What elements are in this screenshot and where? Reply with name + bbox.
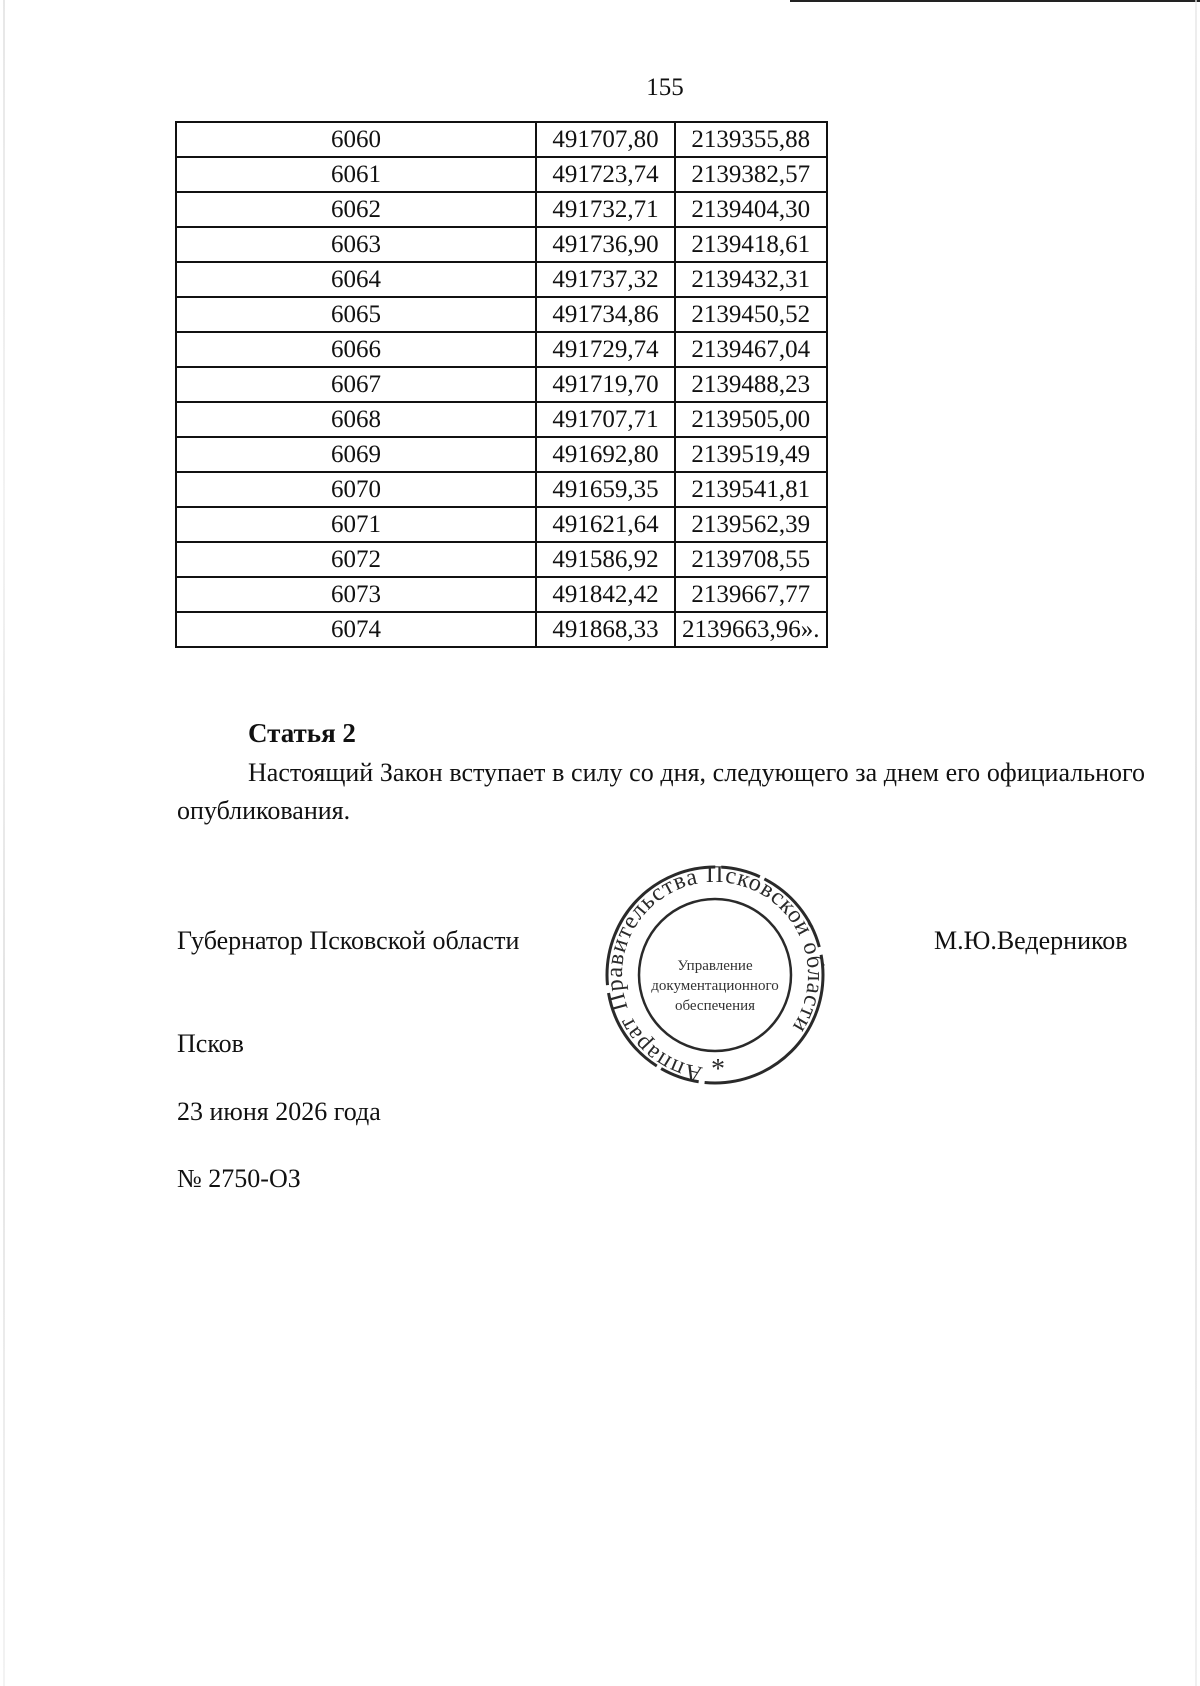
scan-left-edge [3,0,5,1686]
y-coordinate-cell: 2139404,30 [675,192,827,227]
table-row [176,157,827,192]
seal-star-icon: * [711,1054,725,1085]
y-coordinate-cell: 2139667,77 [675,577,827,612]
x-coordinate-cell: 491736,90 [536,227,675,262]
point-number-cell: 6074 [176,612,536,647]
table-row [176,262,827,297]
y-coordinate-cell: 2139519,49 [675,437,827,472]
table-row [176,332,827,367]
x-coordinate-cell: 491734,86 [536,297,675,332]
seal-inner-line: документационного [651,978,779,994]
article-text: Настоящий Закон вступает в силу со дня, следующего за днем его официального опубликования. [177,758,1145,825]
x-coordinate-cell: 491723,74 [536,157,675,192]
table-row [176,227,827,262]
y-coordinate-cell: 2139355,88 [675,122,827,157]
point-number-cell: 6071 [176,507,536,542]
official-seal-stamp [600,858,830,1090]
document-city: Псков [177,1029,244,1058]
signatory-position: Губернатор Псковской области [177,926,520,955]
point-number-cell: 6070 [176,472,536,507]
y-coordinate-cell: 2139418,61 [675,227,827,262]
point-number-cell: 6065 [176,297,536,332]
table-row [176,437,827,472]
table-row [176,402,827,437]
table-row [176,542,827,577]
y-coordinate-cell: 2139505,00 [675,402,827,437]
x-coordinate-cell: 491621,64 [536,507,675,542]
x-coordinate-cell: 491707,71 [536,402,675,437]
point-number-cell: 6062 [176,192,536,227]
coordinates-table-body [176,122,827,647]
point-number-cell: 6068 [176,402,536,437]
y-coordinate-cell: 2139562,39 [675,507,827,542]
signatory-name: М.Ю.Ведерников [934,926,1128,955]
table-row [176,192,827,227]
table-row [176,577,827,612]
table-row [176,507,827,542]
document-number: № 2750-ОЗ [177,1164,301,1193]
y-coordinate-cell: 2139488,23 [675,367,827,402]
document-date: 23 июня 2026 года [177,1097,381,1126]
point-number-cell: 6060 [176,122,536,157]
page-number: 155 [646,74,684,101]
y-coordinate-cell: 2139708,55 [675,542,827,577]
scan-top-rule [790,0,1200,2]
table-row [176,472,827,507]
table-row [176,122,827,157]
coordinates-table [175,121,828,648]
y-coordinate-cell: 2139432,31 [675,262,827,297]
x-coordinate-cell: 491659,35 [536,472,675,507]
y-coordinate-cell: 2139450,52 [675,297,827,332]
point-number-cell: 6073 [176,577,536,612]
x-coordinate-cell: 491719,70 [536,367,675,402]
x-coordinate-cell: 491842,42 [536,577,675,612]
x-coordinate-cell: 491586,92 [536,542,675,577]
x-coordinate-cell: 491868,33 [536,612,675,647]
point-number-cell: 6064 [176,262,536,297]
y-coordinate-cell: 2139382,57 [675,157,827,192]
scan-right-edge [1195,0,1197,1686]
y-coordinate-cell: 2139467,04 [675,332,827,367]
table-row [176,297,827,332]
point-number-cell: 6072 [176,542,536,577]
point-number-cell: 6067 [176,367,536,402]
x-coordinate-cell: 491729,74 [536,332,675,367]
y-coordinate-cell: 2139541,81 [675,472,827,507]
point-number-cell: 6069 [176,437,536,472]
x-coordinate-cell: 491692,80 [536,437,675,472]
article-title: Статья 2 [248,718,356,748]
seal-inner-line: Управление [677,958,753,974]
table-row [176,367,827,402]
seal-inner-line: обеспечения [674,998,756,1014]
x-coordinate-cell: 491732,71 [536,192,675,227]
point-number-cell: 6061 [176,157,536,192]
table-row [176,612,827,647]
x-coordinate-cell: 491707,80 [536,122,675,157]
point-number-cell: 6063 [176,227,536,262]
seal-outer-text: Аппарат Правительства Псковской области [601,861,829,1088]
x-coordinate-cell: 491737,32 [536,262,675,297]
point-number-cell: 6066 [176,332,536,367]
y-coordinate-cell: 2139663,96». [675,612,827,647]
